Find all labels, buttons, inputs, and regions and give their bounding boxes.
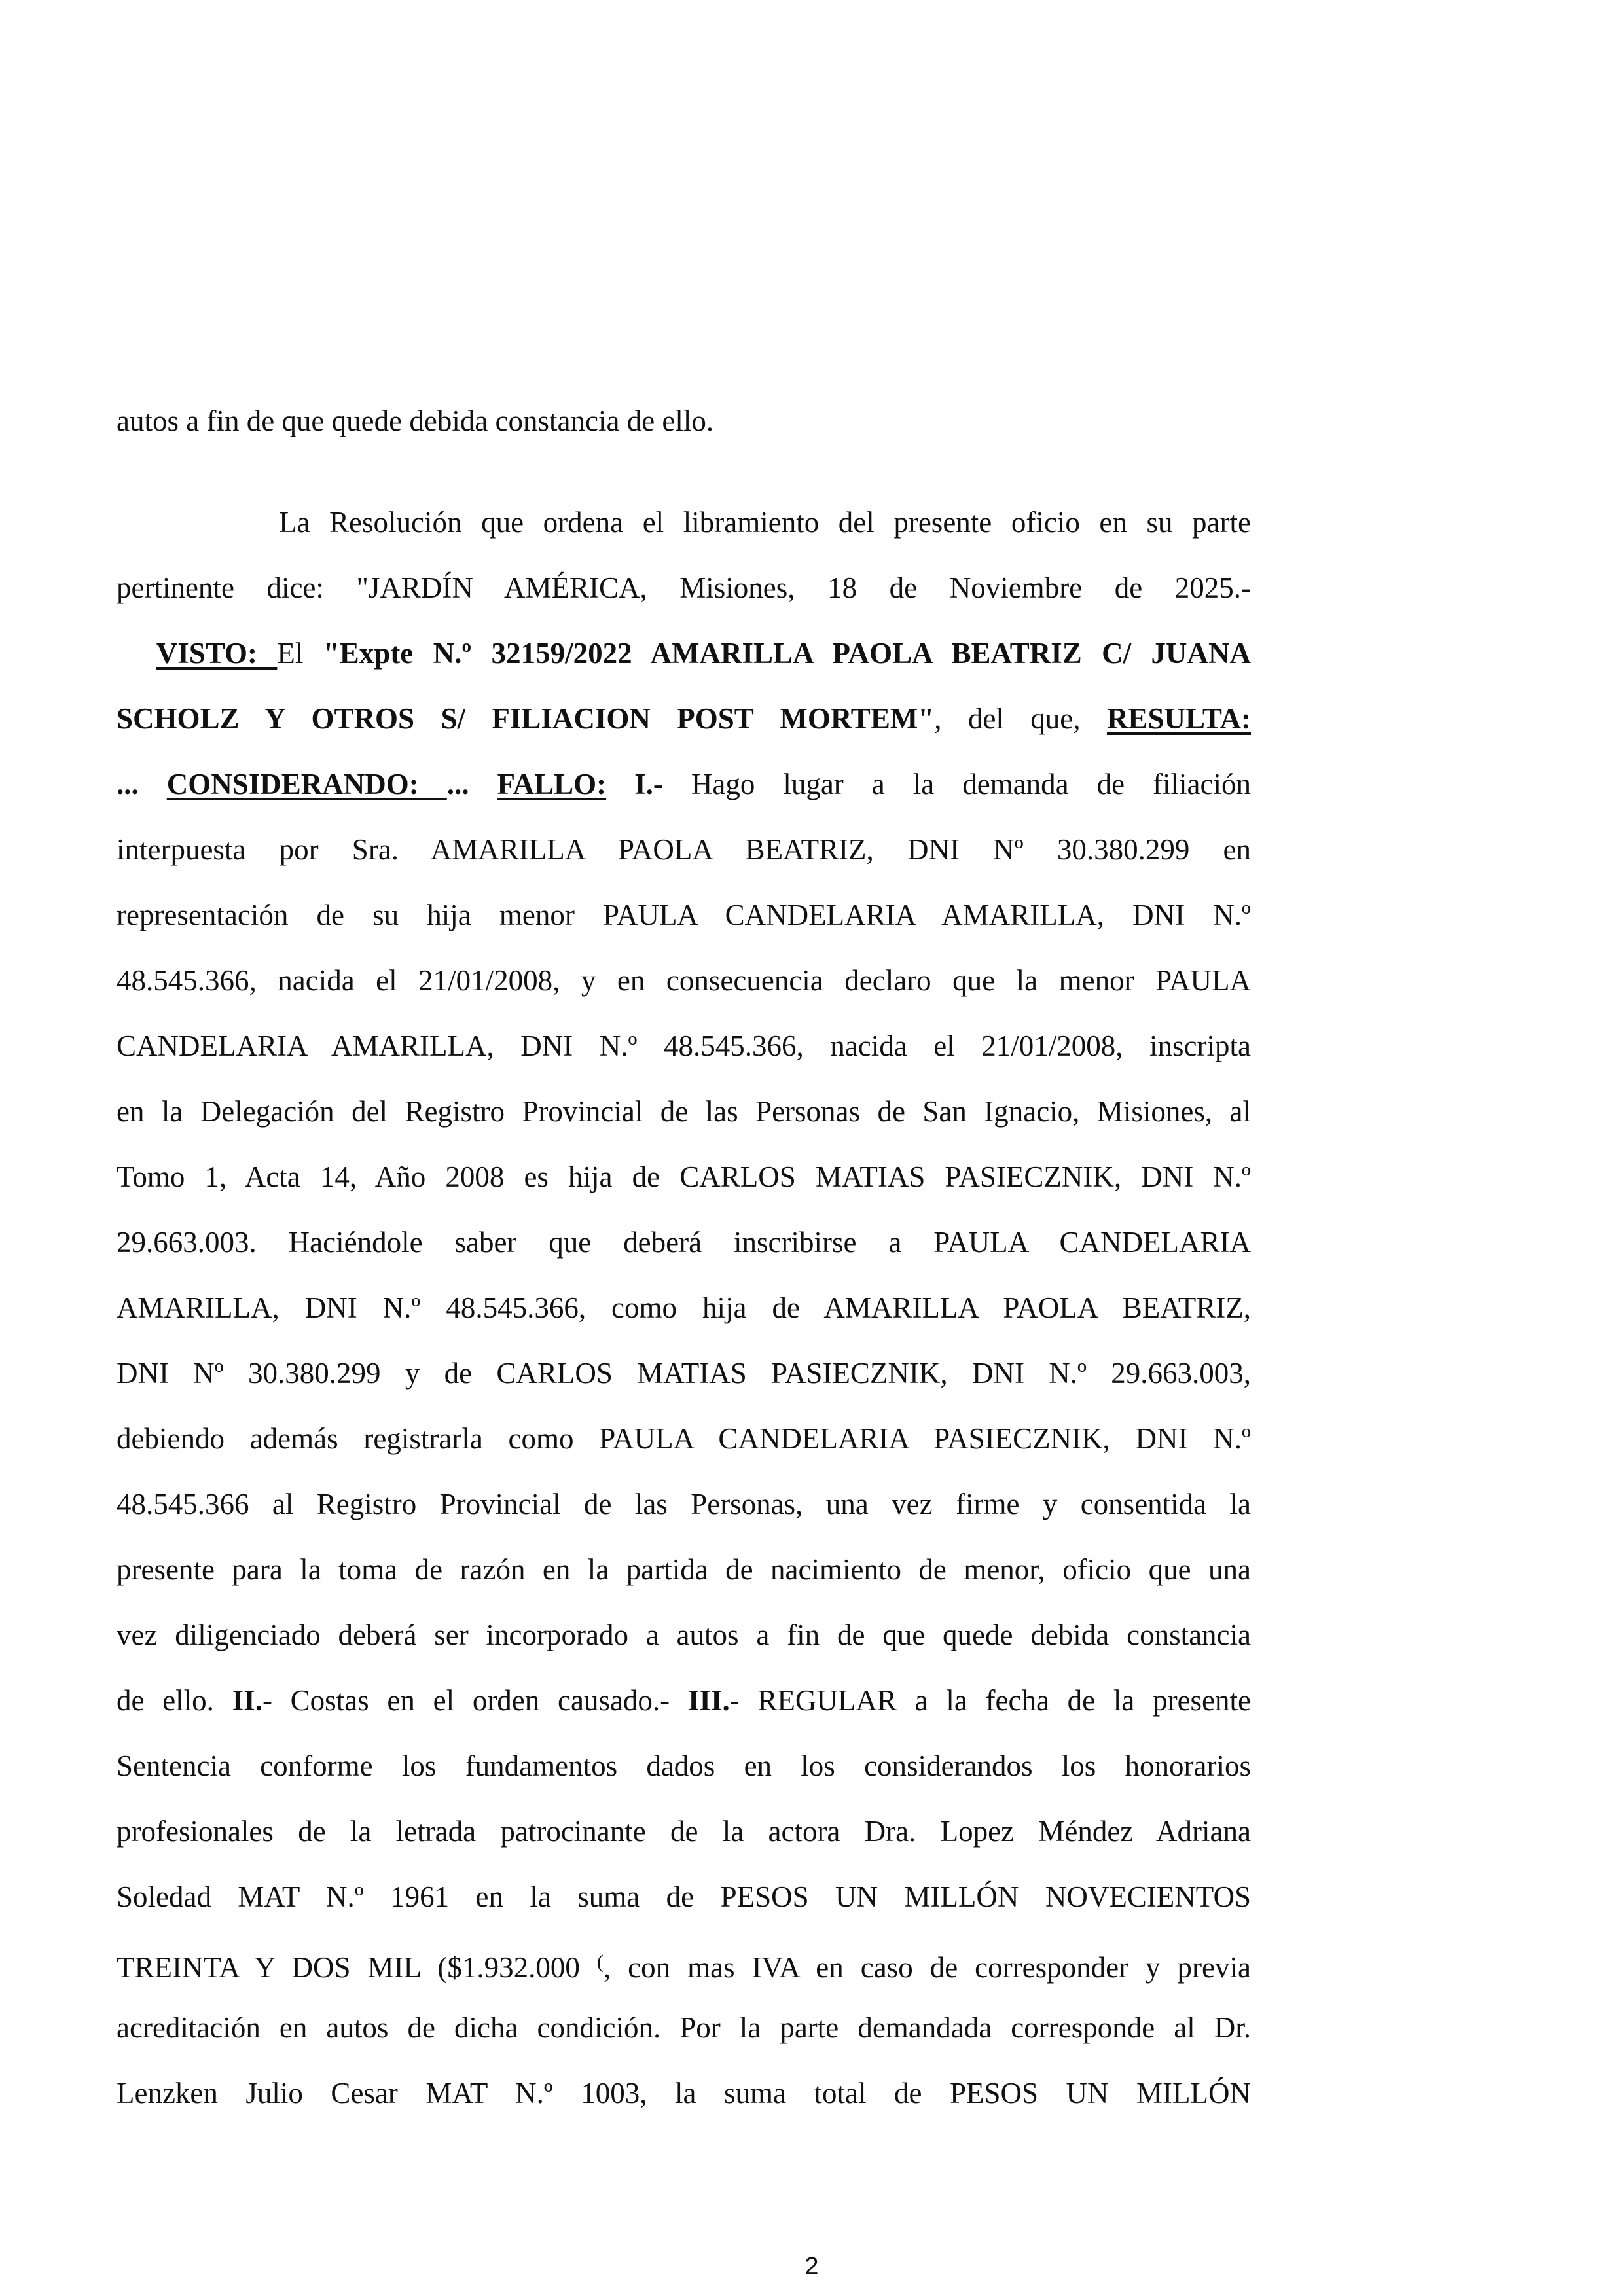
paragraph-2-line-14: DNI Nº 30.380.299 y de CARLOS MATIAS PASIECZNIK, DNI N.º 29.663.003, bbox=[117, 1357, 1251, 1390]
paragraph-2-line-10: en la Delegación del Registro Provincial de las Personas de San Ignacio, Misiones, al bbox=[117, 1095, 1251, 1128]
paragraph-2-line-12: 29.663.003. Haciéndole saber que deberá inscribirse a PAULA CANDELARIA bbox=[117, 1226, 1251, 1259]
paragraph-2-line-21: profesionales de la letrada patrocinante de la actora Dra. Lopez Méndez Adriana bbox=[117, 1815, 1251, 1848]
paragraph-2-line-2: pertinente dice: "JARDÍN AMÉRICA, Misiones, 18 de Noviembre de 2025.- bbox=[117, 571, 1251, 604]
paragraph-2-line-5 bbox=[117, 764, 1251, 804]
paragraph-2-line-16: 48.545.366 al Registro Provincial de las Personas, una vez firme y consentida la bbox=[117, 1488, 1251, 1520]
regular-text: REGULAR a la fecha de la presente bbox=[739, 1684, 1252, 1717]
item-ii-label: II.- bbox=[232, 1684, 272, 1717]
expte-title: "Expte N.º 32159/2022 AMARILLA PAOLA BEATRIZ C/ JUANA bbox=[323, 637, 1252, 670]
paragraph-2-line-24: acreditación en autos de dicha condición. Por la parte demandada corresponde al Dr. bbox=[117, 2011, 1251, 2044]
paragraph-2-line-25: Lenzken Julio Cesar MAT N.º 1003, la suma total de PESOS UN MILLÓN bbox=[117, 2077, 1251, 2109]
iva-text: , con mas IVA en caso de corresponder y previa bbox=[603, 1951, 1251, 1984]
paragraph-2-line-4 bbox=[117, 699, 1251, 738]
paragraph-2-line-7: representación de su hija menor PAULA CANDELARIA AMARILLA, DNI N.º bbox=[117, 899, 1251, 931]
ellipsis-1: ... bbox=[117, 768, 139, 800]
paragraph-2-line-23 bbox=[117, 1943, 1251, 1982]
paragraph-2-line-8: 48.545.366, nacida el 21/01/2008, y en consecuencia declaro que la menor PAULA bbox=[117, 964, 1251, 997]
paragraph-2-line-15: debiendo además registrarla como PAULA CANDELARIA PASIECZNIK, DNI N.º bbox=[117, 1422, 1251, 1455]
paragraph-2-line-17: presente para la toma de razón en la partida de nacimiento de menor, oficio que una bbox=[117, 1553, 1251, 1586]
fallo-text: Hago lugar a la demanda de filiación bbox=[662, 768, 1251, 800]
expte-title-cont: SCHOLZ Y OTROS S/ FILIACION POST MORTEM" bbox=[117, 702, 935, 735]
de-ello: de ello. bbox=[117, 1684, 232, 1717]
paragraph-1-line-1: autos a fin de que quede debida constancia de ello. bbox=[117, 404, 714, 437]
del-que: , del que, bbox=[934, 702, 1107, 735]
fallo-label: FALLO: bbox=[497, 768, 607, 800]
visto-label: VISTO: bbox=[156, 637, 278, 670]
item-i-label: I.- bbox=[634, 768, 663, 800]
paragraph-2-line-18: vez diligenciado deberá ser incorporado a autos a fin de que quede debida constancia bbox=[117, 1619, 1251, 1651]
resulta-label: RESULTA: bbox=[1106, 702, 1252, 735]
el-word: El bbox=[277, 637, 323, 670]
paragraph-2-line-22: Soledad MAT N.º 1961 en la suma de PESOS UN MILLÓN NOVECIENTOS bbox=[117, 1880, 1251, 1913]
ellipsis-2: ... bbox=[446, 768, 469, 800]
paragraph-2-line-11: Tomo 1, Acta 14, Año 2008 es hija de CARLOS MATIAS PASIECZNIK, DNI N.º bbox=[117, 1160, 1251, 1193]
paragraph-2-line-3 bbox=[117, 634, 1251, 673]
small-parenthesis: ( bbox=[596, 1951, 604, 1973]
costas-text: Costas en el orden causado.- bbox=[272, 1684, 688, 1717]
paragraph-2-line-9: CANDELARIA AMARILLA, DNI N.º 48.545.366, nacida el 21/01/2008, inscripta bbox=[117, 1030, 1251, 1062]
treinta-text: TREINTA Y DOS MIL ($1.932.000 bbox=[117, 1951, 597, 1984]
paragraph-2-line-19 bbox=[117, 1681, 1251, 1720]
paragraph-2-line-6: interpuesta por Sra. AMARILLA PAOLA BEATRIZ, DNI Nº 30.380.299 en bbox=[117, 833, 1251, 866]
paragraph-2-line-13: AMARILLA, DNI N.º 48.545.366, como hija de AMARILLA PAOLA BEATRIZ, bbox=[117, 1291, 1251, 1324]
paragraph-2-line-20: Sentencia conforme los fundamentos dados en los considerandos los honorarios bbox=[117, 1749, 1251, 1782]
considerando-label: CONSIDERANDO: bbox=[166, 768, 447, 800]
item-iii-label: III.- bbox=[687, 1684, 740, 1717]
page-number: 2 bbox=[804, 2253, 819, 2280]
paragraph-2-line-1: La Resolución que ordena el libramiento del presente oficio en su parte bbox=[279, 506, 1251, 539]
